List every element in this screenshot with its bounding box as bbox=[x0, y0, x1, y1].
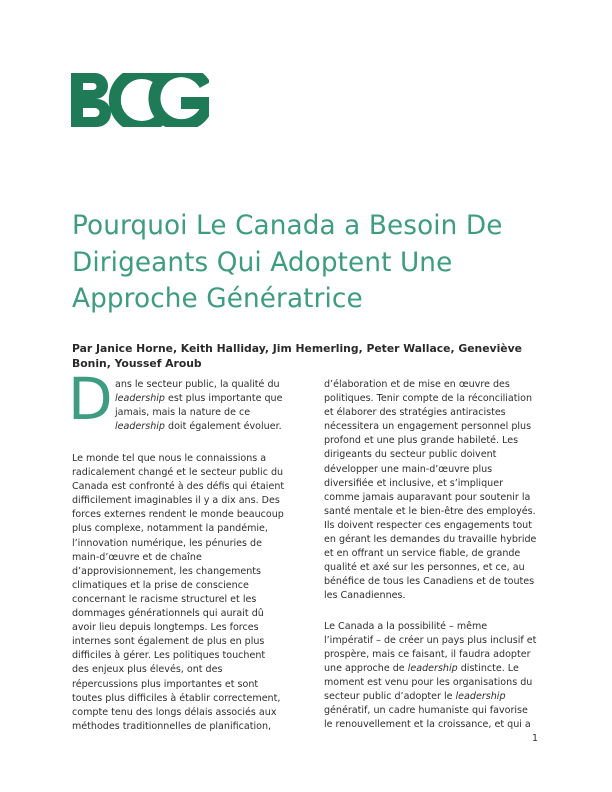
right-line-part: secteur public d’adopter le bbox=[324, 690, 456, 702]
left-line: internes sont également de plus en plus bbox=[72, 636, 265, 648]
left-line: concernant le racisme structurel et les bbox=[72, 593, 257, 605]
left-line: l’innovation numérique, les pénuries de bbox=[72, 537, 262, 549]
left-line: Canada est confronté à des défis qui étaient bbox=[72, 481, 285, 493]
right-line: santé mentale et le bien-être des employés. bbox=[324, 505, 536, 517]
left-line: toutes plus difficiles à établir correctement, bbox=[72, 692, 281, 704]
right-line: les Canadiennes. bbox=[324, 590, 406, 602]
left-line: difficilement imaginables il y a dix ans. Des bbox=[72, 495, 280, 507]
right-line: diversifiée et inclusive, et s’impliquer bbox=[324, 477, 503, 489]
left-line: avoir lieu depuis longtemps. Les forces bbox=[72, 622, 259, 634]
right-paragraph-2 bbox=[324, 620, 546, 733]
right-line: Ils doivent respecter ces engagements tout bbox=[324, 519, 532, 531]
right-italic: leadership bbox=[455, 690, 506, 702]
right-line: comme jamais auparavant pour soutenir la bbox=[324, 491, 531, 503]
left-line: climatiques et la prise de conscience bbox=[72, 579, 249, 591]
left-line: répercussions plus importantes et sont bbox=[72, 678, 259, 690]
authors-byline: Par Janice Horne, Keith Halliday, Jim Hemerling, Peter Wallace, Geneviève Bonin, Youssef Aroub bbox=[72, 342, 522, 370]
intro-line-1: ans le secteur public, la qualité du bbox=[115, 379, 280, 390]
right-line bbox=[324, 662, 546, 676]
intro-line-2-rest: est plus importante que bbox=[164, 393, 283, 405]
page-number: 1 bbox=[532, 733, 539, 744]
right-line: dirigeants du secteur public doivent bbox=[324, 449, 497, 461]
left-line: des enjeux plus élevés, ont des bbox=[72, 664, 223, 676]
right-line: bénéfice de tous les Canadiens et de toutes bbox=[324, 576, 535, 588]
left-paragraph bbox=[72, 452, 292, 734]
right-line: moment est venu pour les organisations du bbox=[324, 676, 533, 688]
right-italic: leadership bbox=[407, 662, 458, 674]
left-line: d’approvisionnement, les changements bbox=[72, 565, 262, 577]
left-line: méthodes traditionnelles de planification, bbox=[72, 720, 272, 732]
document-title bbox=[72, 208, 552, 318]
right-line: qualité et axé sur les personnes, et ce, au bbox=[324, 562, 525, 574]
right-line: politiques. Tenir compte de la réconciliation bbox=[324, 393, 533, 405]
right-line: nécessitera un engagement personnel plus bbox=[324, 421, 532, 433]
left-line: main-d’œuvre et de chaîne bbox=[72, 551, 202, 563]
intro-line-4-rest: doit également évoluer. bbox=[164, 421, 282, 433]
right-paragraph-1 bbox=[324, 378, 546, 604]
right-line: en gérant les demandes du travaille hybride bbox=[324, 534, 537, 546]
right-line bbox=[324, 690, 546, 704]
right-column bbox=[324, 378, 546, 748]
left-line: dommages générationnels qui aurait dû bbox=[72, 608, 264, 620]
left-line: compte tenu des longs délais associés aux bbox=[72, 706, 277, 718]
title-line-2: Dirigeants Qui Adoptent Une bbox=[72, 247, 453, 278]
right-line: développer une main-d’œuvre plus bbox=[324, 463, 493, 475]
bcg-logo bbox=[71, 73, 209, 131]
title-line-1: Pourquoi Le Canada a Besoin De bbox=[72, 211, 503, 241]
right-line: et élaborer des stratégies antiracistes bbox=[324, 407, 506, 419]
right-line: d’élaboration et de mise en œuvre des bbox=[324, 379, 510, 390]
left-line: forces externes rendent le monde beaucoup bbox=[72, 509, 284, 521]
intro-line-4 bbox=[115, 420, 293, 434]
intro-line-3: jamais, mais la nature de ce bbox=[115, 407, 251, 419]
left-column bbox=[68, 365, 292, 750]
intro-italic-2: leadership bbox=[115, 421, 165, 433]
left-line: Le monde tel que nous le connaissions a bbox=[72, 453, 267, 464]
right-line: prospère, mais ce faisant, il faudra adopter bbox=[324, 648, 531, 660]
left-line: radicalement changé et le secteur public du bbox=[72, 467, 284, 479]
intro-paragraph bbox=[68, 365, 292, 436]
left-line: plus complexe, notamment la pandémie, bbox=[72, 523, 268, 535]
right-line: et en offrant un service fiable, de grande bbox=[324, 548, 521, 560]
bcg-logo-mark bbox=[71, 73, 209, 127]
right-line-part: distincte. Le bbox=[457, 662, 519, 674]
drop-cap: D bbox=[68, 365, 113, 433]
right-line: profond et une plus grande habileté. Les bbox=[324, 435, 519, 447]
right-line-part: une approche de bbox=[324, 662, 408, 674]
intro-line-2 bbox=[115, 392, 293, 406]
intro-text bbox=[115, 378, 293, 434]
right-line: l’impératif – de créer un pays plus inclusif et bbox=[324, 634, 537, 646]
right-line: le renouvellement et la croissance, et qui a bbox=[324, 719, 531, 731]
title-line-3: Approche Génératrice bbox=[72, 284, 363, 314]
right-line: Le Canada a la possibilité – même bbox=[324, 620, 488, 632]
right-line: génératif, un cadre humaniste qui favorise bbox=[324, 705, 528, 717]
intro-italic-1: leadership bbox=[115, 393, 165, 405]
left-line: difficiles à gérer. Les politiques touchent bbox=[72, 650, 266, 662]
